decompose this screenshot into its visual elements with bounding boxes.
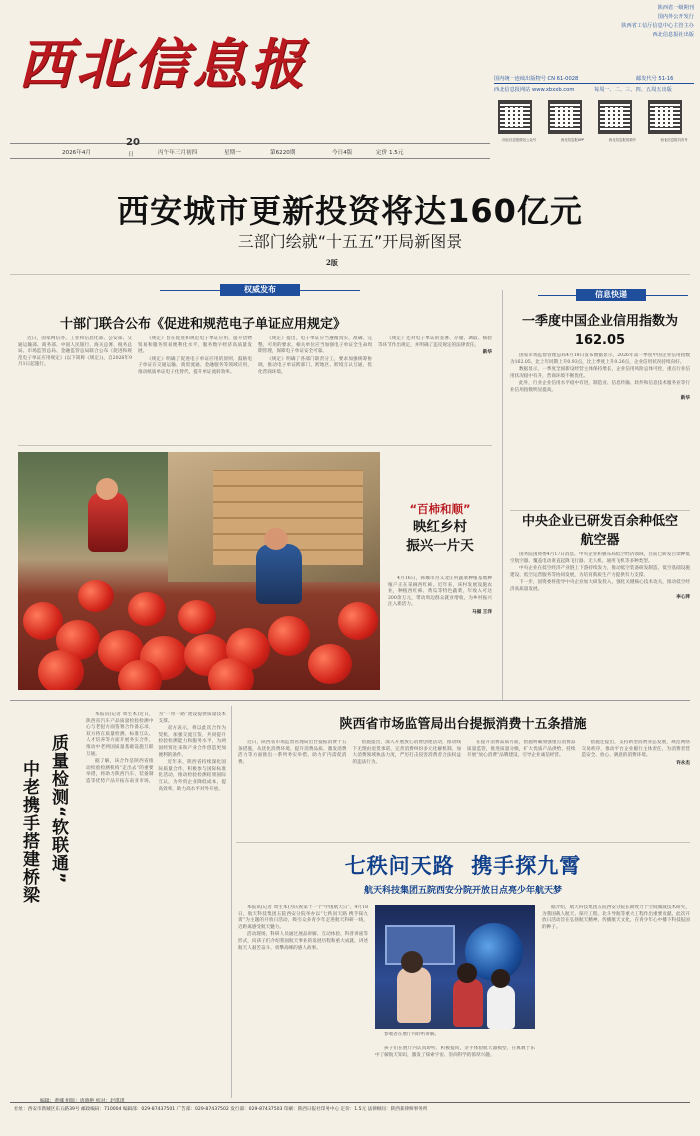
masthead-web: 西北信息报网站 www.xbxxb.com — [494, 87, 575, 93]
photo-story-title[interactable] — [388, 500, 492, 556]
date-day: 20 — [126, 137, 140, 148]
paragraph: 数据显示，一季度全国新设经营主体保持增长，企业信用风险总体可控，重点行业信用状况稳中有升，营商环境不断优化。 — [510, 367, 690, 379]
credit-article-body — [510, 353, 690, 503]
section-label: 信息快递 — [576, 289, 646, 301]
qr-caption: 西北信息报微信公众号 — [502, 138, 537, 142]
masthead-right-lines — [574, 4, 694, 40]
photo-story-title-line: 映红乡村 — [413, 519, 467, 535]
date-lunar: 丙午年三月初四 — [158, 150, 198, 156]
paragraph: 近日，国家网信办、工业和信息化部、公安部、交通运输部、商务部、中国人民银行、海关总署、税务总局、市场监管总局、金融监管总局联合公布《促进和规范电子单证应用规定》(以下简称《规定》)，自2026年9月1日起施行。 — [18, 336, 132, 368]
qr-caption: 西北信息报APP — [560, 138, 585, 142]
masthead — [0, 0, 700, 150]
paragraph: 此外，行业企业信用水平稳中有进，制造业、信息传输、软件和信息技术服务业等行业信用指数明显提高。 — [510, 381, 690, 393]
photo-tomato-harvest — [18, 452, 380, 690]
space-article-body-mid — [375, 1046, 535, 1098]
masthead-line: 陕西省工信厅信息中心主管主办 — [621, 23, 694, 29]
masthead-cn: 国内统一连续出版物号 CN 61-0028 — [494, 76, 579, 82]
photo-story-title-line: “百柿和顺” — [409, 502, 471, 516]
issue-number: 第6220期 — [270, 150, 296, 156]
qr-captions — [490, 137, 700, 142]
paragraph: 4月16日，韩城市宫义北庄村蔬菜种植基地种植户正在采摘西红柿。近年来，该村发展设施农业，种植西红柿、黄瓜等特色蔬菜，年收入可达200余万元，带动周边群众就业增收，为乡村振兴注入新活力。 — [388, 576, 492, 608]
paragraph: 《规定》明确了各部门职责分工，要求加强统筹协调，推动电子单证跨部门、跨地区、跨境互认互通，优化营商环境。 — [258, 356, 372, 375]
byline: 新华 — [680, 395, 690, 401]
paragraph: 《规定》旨在促进和规范电子单证应用，提升货物贸易和服务贸易便利化水平，服务数字经济高质量发展。 — [138, 336, 252, 355]
paragraph: 国家市场监督管理总局4月18日发布数据显示，2026年第一季度中国企业信用指数为162.05，比上年同期上升0.93点，比上季度上升0.26点，企业信用状况持续向好。 — [510, 353, 690, 365]
date-week: 星期一 — [224, 150, 241, 156]
caption: 参观者在展厅内聆听讲解。 — [384, 1032, 440, 1037]
central-article-body — [510, 552, 690, 692]
masthead-post: 邮发代号 51-16 — [636, 76, 674, 82]
space-article-body-right — [542, 905, 690, 1097]
section-label: 权威发布 — [220, 284, 300, 296]
paragraph: 双方表示，将以此次合作为契机，加强交流互鉴，共同提升检验检测能力和服务水平，为两国经贸往来和产业合作创造更加便利的条件。 — [158, 726, 226, 758]
paragraph: 下一步，国资委将指导中央企业加大研发投入，强化关键核心技术攻关，推动低空经济高质量发展。 — [510, 580, 690, 592]
central-article-title[interactable] — [520, 512, 680, 550]
article-title[interactable]: 十部门联合公布《促进和规范电子单证应用规定》 — [60, 317, 347, 332]
space-article-body-left — [238, 905, 368, 1097]
market-article-title[interactable]: 陕西省市场监管局出台提振消费十五条措施 — [339, 717, 587, 732]
article-body — [18, 336, 492, 436]
paragraph: 近年来，陕西省持续深化国际质量合作，积极参与国际标准化活动，推动检验检测结果国际互认，为外贸企业降低成本、提高效率，助力高水平对外开放。 — [158, 760, 226, 792]
paragraph: 本报讯(记者 周生本)近日，陕西省汽车产品质量检验检测中心与老挝方面签署合作备忘录，双方将在质量检测、标准互认、人才培养等方面开展务实合作，推动中老两国质量基础设施互联互通。 — [86, 712, 154, 757]
dateline — [10, 137, 490, 159]
qr-code-video — [598, 100, 632, 134]
section-tag-authority — [160, 284, 360, 296]
credit-article-title-text: 一季度中国企业信用指数为162.05 — [521, 314, 678, 348]
paragraph: 本报讯(记者 周生本)为庆祝第十一个“中国航天日”，4月18日，航天科技集团五院西安分院举办以“七秩问天路 携手探九霄”为主题的开放日活动，吸引众多青少年走进航天科研一线，近距离感受航天魅力。 — [238, 905, 368, 930]
date-day-suffix: 日 — [128, 152, 134, 158]
paragraph: 据介绍，航天科技集团五院西安分院长期致力于空间微波技术研究，为我国载人航天、探月工程、北斗导航等重大工程作出重要贡献。此次开放日活动旨在弘扬航天精神，传播航天文化，在青少年心中播下科技报国的种子。 — [542, 905, 690, 930]
qr-code-douyin — [648, 100, 682, 134]
central-article-title-text: 中央企业已研发百余种低空航空器 — [521, 514, 678, 548]
headline[interactable]: 西安城市更新投资将达160亿元 — [117, 192, 583, 230]
masthead-line: 国内外公开发行 — [657, 14, 694, 20]
headline-sub: 三部门绘就“十五五”开局新图景 — [237, 232, 463, 251]
footer: 社址：西安市新城区东五路39号 邮政编码：710004 编辑部：029-87437501 广告部：029-87437502 发行部：029-87437503 印刷：陕西日报社印务中心 定价：1.5元 法律顾问：陕西某律师事务所 — [14, 1107, 428, 1112]
paragraph: 《规定》还对电子单证的签署、存储、调取、核验等环节作出规定，并明确了违反规定的法律责任。 — [378, 336, 492, 348]
paragraph: 据了解，该合作是陕西省推动检验检测机构“走出去”的重要举措，将助力陕西汽车、装备制造等优势产品开拓东南亚市场，为“一带一路”建设提供质量技术支撑。 — [86, 712, 226, 784]
masthead-title: 西北信息报 — [18, 32, 308, 96]
qr-caption: 西北信息报抖音号 — [660, 138, 688, 142]
paragraph: 《规定》提出，电子单证应当遵循真实、准确、完整、可用的要求，相关单位应当加强电子单证全生命周期管理，保障电子单证安全可靠。 — [258, 336, 372, 355]
paragraph: 措施还提出，支持新型消费业态发展，规范网络交易秩序，推动平台企业履行主体责任，为消费者营造安全、放心、满意的消费环境。 — [581, 740, 690, 759]
left-article-body — [86, 712, 226, 1030]
photo-story-text — [388, 576, 492, 688]
date-year-month: 2026年4月 — [62, 150, 91, 156]
photo-story-title-line: 振兴一片天 — [406, 538, 474, 554]
left-article-title-line: 质量检测“软联通” — [48, 734, 68, 885]
page-count: 今日4版 — [332, 150, 353, 156]
qr-code-app — [548, 100, 582, 134]
space-article-subtitle: 航天科技集团五院西安分院开放日点亮少年航天梦 — [363, 886, 562, 896]
market-article-body — [238, 740, 690, 840]
paragraph: 国务院国资委4月17日消息，中央企业积极布局低空经济领域，目前已研发百余种低空航空器，覆盖电动垂直起降飞行器、无人机、通用飞机等多种类型。 — [510, 552, 690, 564]
paragraph: 近日，陕西省市场监督管理局出台提振消费十五条措施，从优化消费环境、提升消费品质、激发消费活力等方面推出一系列务实举措，助力扩内需促消费。 — [238, 740, 347, 765]
paragraph: 中央企业在低空经济产业链上下游持续发力，推动低空装备研发制造、低空基础设施建设、低空运营服务等协同发展，为培育新质生产力提供有力支撑。 — [510, 566, 690, 578]
masthead-line: 西北信息报社出版 — [652, 32, 694, 38]
credit-article-title[interactable] — [510, 312, 690, 350]
byline: 马福 王洋 — [472, 609, 492, 615]
paragraph: 活动现场，科研人员通过展品讲解、互动体验、科普讲座等形式，向孩子们介绍我国航天事业的发展历程和重大成就，讲述航天人艰苦奋斗、勇攀高峰的感人故事。 — [238, 932, 368, 951]
paragraph: 孩子们在展厅内认真聆听，积极提问，亲手体验航天器模型，在寓教于乐中了解航天知识，激发了探索宇宙、崇尚科学的浓厚兴趣。 — [375, 1046, 535, 1058]
left-article-title[interactable] — [14, 734, 74, 1034]
byline: 新华 — [482, 350, 492, 356]
masthead-line: 陕西省一级期刊 — [657, 5, 694, 11]
price: 定价 1.5元 — [376, 150, 404, 156]
space-article-title[interactable]: 七秩问天路 携手探九霄 — [344, 853, 582, 878]
paragraph: 在提升消费品质方面，措施明确加强重点消费品质量监管，推进质量分级，扩大优质产品供给，持续开展“放心消费”品牌建设，引导企业诚信经营。 — [467, 740, 576, 759]
masthead-days: 每周一、二、三、四、五周五出版 — [594, 87, 672, 93]
paragraph: 《规定》明确了促进电子单证应用的原则，鼓励电子单证在交通运输、商贸流通、金融服务等领域应用，推动纸质单证电子化替代，提升单证流转效率。 — [138, 356, 252, 375]
left-article-title-line: 中老携手搭建桥梁 — [19, 760, 39, 904]
photo-caption — [375, 1032, 535, 1044]
qr-caption: 西北信息报视频号 — [608, 138, 636, 142]
jump-page[interactable]: 2版 — [326, 258, 338, 267]
byline: 李心萍 — [676, 594, 690, 600]
qr-code-wechat — [498, 100, 532, 134]
paragraph: 措施提出，深入开展放心消费创建活动，推动线下无理由退货承诺，完善消费纠纷多元化解机制，加大消费领域执法力度，严厉打击侵害消费者合法权益的违法行为。 — [352, 740, 461, 765]
photo-space-visit — [375, 905, 535, 1029]
byline: 许永杰 — [676, 760, 690, 766]
section-tag-news-flash — [538, 289, 688, 301]
